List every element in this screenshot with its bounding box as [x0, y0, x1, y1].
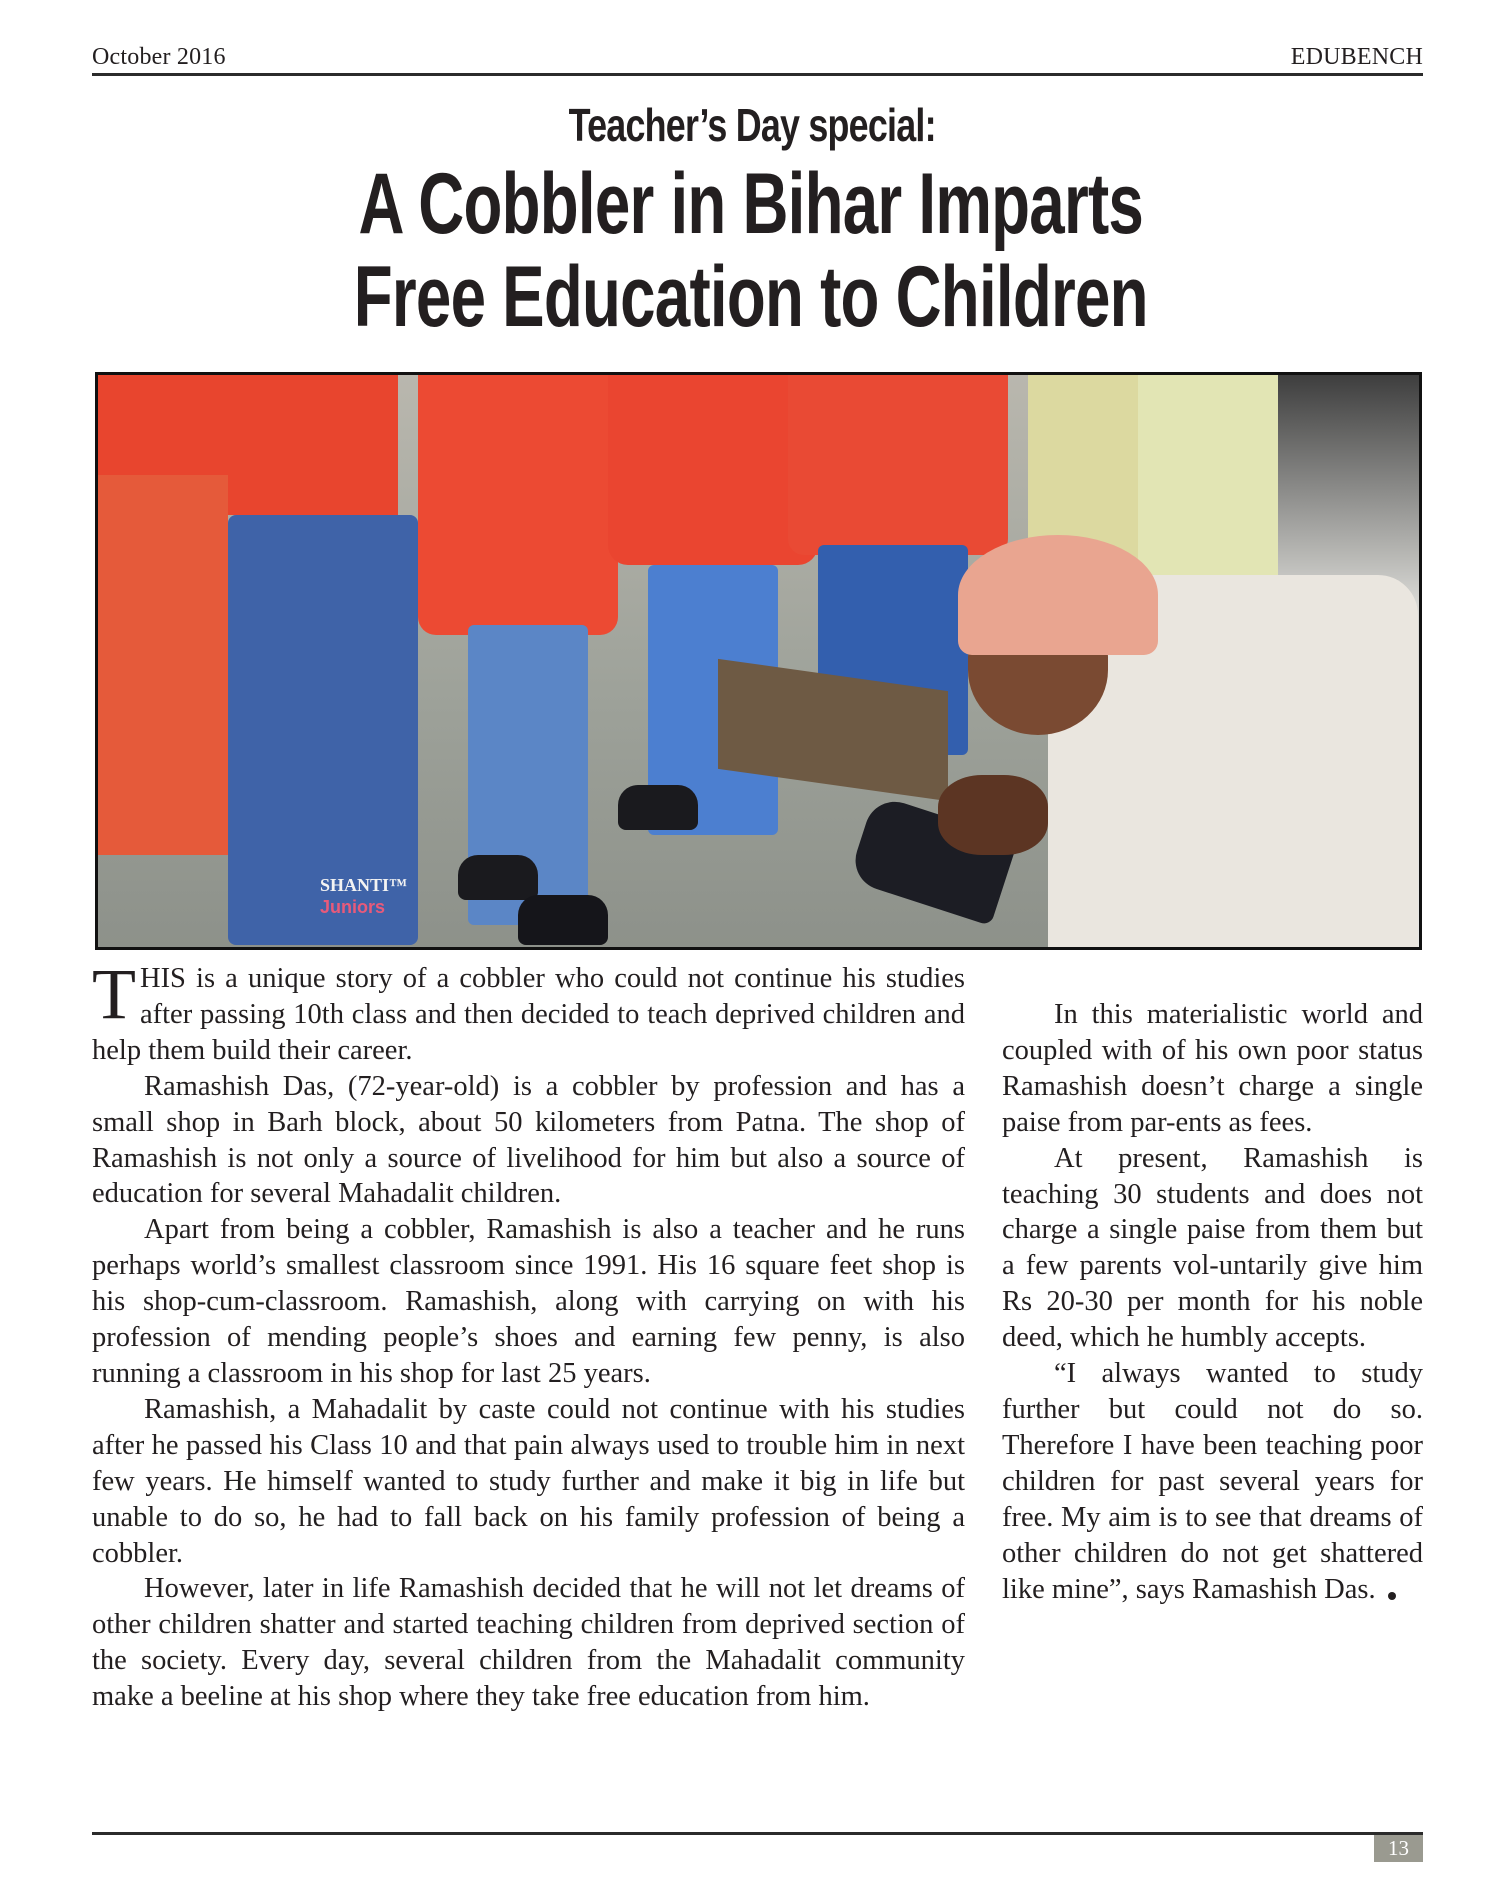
running-head [92, 40, 1423, 73]
paragraph: At present, Ramashish is teaching 30 students and does not charge a single paise from them but a few parents vol-untarily give him Rs 20-30 per month for his noble deed, which he humbly accepts. [1002, 1142, 1423, 1354]
child-shirt [788, 375, 1008, 555]
drop-cap: T [92, 954, 136, 1034]
child-shoe [618, 785, 698, 830]
paragraph: Ramashish, a Mahadalit by caste could not continue with his studies after he passed his Class 10 and that pain always used to trouble him in next few years. He himself wanted to study further and make it big in life but unable to do so, he had to fall back on his family profession of being a cobbler. [92, 1393, 965, 1569]
headline-line-1: A Cobbler in Bihar Imparts [358, 156, 1144, 252]
paragraph: However, later in life Ramashish decided that he will not let dreams of other children shatter and started teaching children from deprived section of the society. Every day, several children from the Mahadalit community make a beeline at his shop where they take free education from him. [92, 1573, 965, 1713]
top-rule-divider [92, 73, 1423, 76]
cobbler-hands [938, 775, 1048, 855]
juniors-logo-text: Juniors [320, 897, 386, 917]
article-body-right-column [1002, 997, 1423, 1607]
cobbler-cap [958, 535, 1158, 655]
paragraph: In this materialistic world and coupled with of his own poor status Ramashish doesn’t charge a single paise from par-ents as fees. [1002, 999, 1423, 1138]
issue-date: October 2016 [92, 44, 226, 70]
child-shirt [98, 475, 228, 855]
article-photo [95, 372, 1422, 950]
article-headline [196, 158, 1306, 344]
publication-name: EDUBENCH [1290, 44, 1423, 70]
child-shoe [518, 895, 608, 945]
child-shoe [458, 855, 538, 900]
shanti-logo-text: SHANTI™ [320, 875, 408, 895]
child-shirt [418, 375, 618, 635]
headline-line-2: Free Education to Children [353, 249, 1148, 345]
paragraph [1002, 1356, 1423, 1607]
paragraph: Ramashish Das, (72-year-old) is a cobbler by profession and has a small shop in Barh block, about 50 kilometers from Patna. The shop of Ramashish is not only a source of livelihood for him but also a source of education for several Mahadalit children. [92, 1070, 965, 1210]
paragraph-text: “I always wanted to study further but could not do so. Therefore I have been teaching poor children for past several years for free. My aim is to see that dreams of other children do not get shattered like mine”, says Ramashish Das. [1002, 1358, 1423, 1605]
article-kicker: Teacher’s Day special: [568, 99, 936, 151]
article-body-left-column [92, 954, 965, 1715]
end-of-article-bullet-icon [1388, 1592, 1396, 1600]
child-shirt [608, 375, 818, 565]
paragraph: Apart from being a cobbler, Ramashish is also a teacher and he runs perhaps world’s smallest classroom since 1991. His 16 square feet shop is his shop-cum-classroom. Ramashish, along with carrying on with his profession of mending people’s shoes and earning few penny, is also running a classroom in his shop for last 25 years. [92, 1214, 965, 1389]
page-number: 13 [1374, 1835, 1423, 1862]
paragraph [92, 954, 965, 1069]
bottom-rule-divider [92, 1832, 1423, 1835]
paragraph-text: HIS is a unique story of a cobbler who could not continue his studies after passing 10th class and then decided to teach deprived children and help them build their career. [92, 963, 965, 1066]
